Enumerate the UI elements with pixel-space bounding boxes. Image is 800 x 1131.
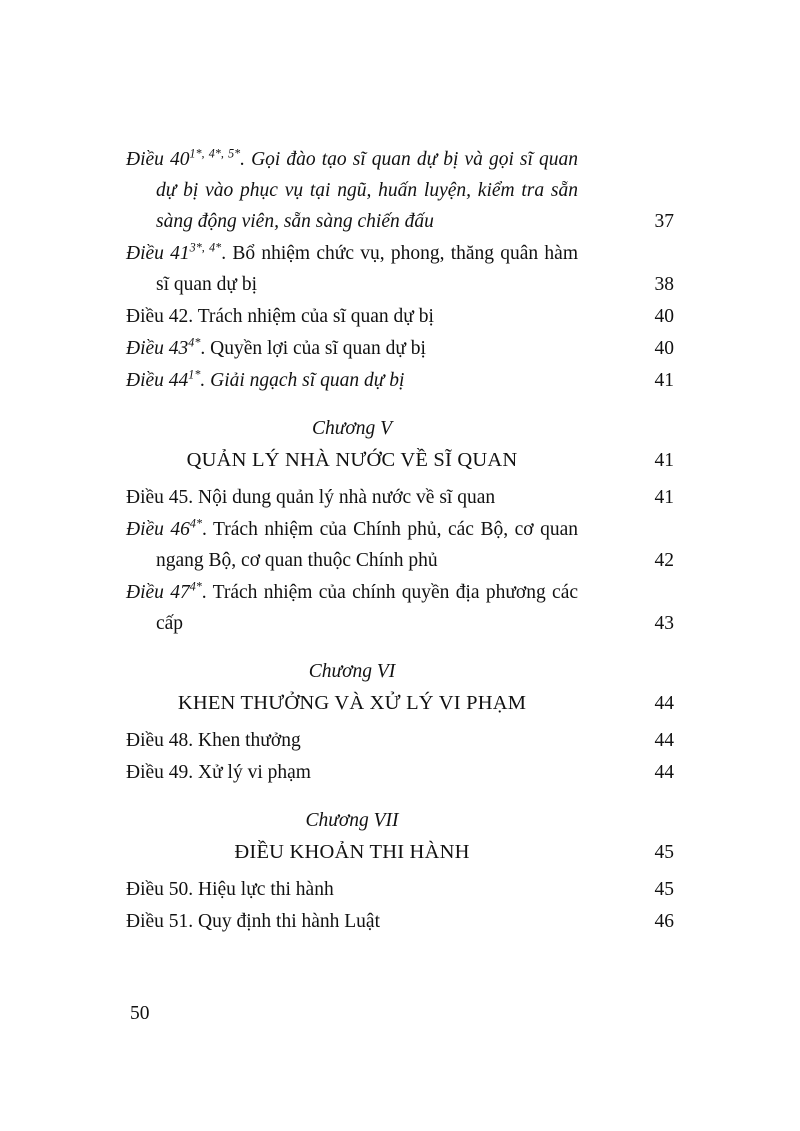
toc-entry-label: Điều 43 xyxy=(126,338,189,359)
toc-page-number: 41 xyxy=(654,487,674,508)
chapter-heading-chuong-vii[interactable] xyxy=(126,805,674,869)
toc-entry-title: Xử lý vi phạm xyxy=(198,762,311,783)
toc-entry-title: Nội dung quản lý nhà nước về sĩ quan xyxy=(198,487,496,508)
toc-entry-text xyxy=(126,144,674,237)
toc-entry-text xyxy=(126,725,674,756)
toc-entry-label: Điều 45. xyxy=(126,487,199,508)
toc-entry-dieu-42[interactable] xyxy=(126,301,674,332)
toc-entry-text xyxy=(126,482,674,513)
toc-entry-title: Trách nhiệm của sĩ quan dự bị xyxy=(197,306,434,327)
toc-entry-text xyxy=(126,238,674,300)
toc-entry-text xyxy=(126,514,674,576)
toc-entry-label: Điều 46 xyxy=(126,519,190,540)
toc-entry-dieu-44[interactable] xyxy=(126,365,674,396)
toc-entry-label: Điều 40 xyxy=(126,149,190,170)
toc-entry-title: Hiệu lực thi hành xyxy=(198,879,334,900)
chapter-heading-chuong-v[interactable] xyxy=(126,413,674,477)
footnote-marker: 4* xyxy=(189,516,202,531)
toc-entry-title: . Bổ nhiệm chức vụ, phong, thăng quân hàm sĩ quan dự bị xyxy=(156,243,578,295)
toc-entry-dieu-51[interactable] xyxy=(126,906,674,937)
chapter-heading-chuong-vi[interactable] xyxy=(126,656,674,720)
toc-entry-dieu-41[interactable] xyxy=(126,238,674,300)
toc-page-number: 41 xyxy=(654,370,674,391)
toc-entry-dieu-49[interactable] xyxy=(126,757,674,788)
toc-entry-text xyxy=(126,906,674,937)
spacer xyxy=(126,397,674,413)
toc-entry-label: Điều 51. xyxy=(126,911,199,932)
toc-entry-text xyxy=(126,874,674,905)
toc-entry-text xyxy=(126,365,674,396)
chapter-label: Chương VII xyxy=(305,810,399,831)
toc-entry-dieu-43[interactable] xyxy=(126,333,674,364)
chapter-title: QUẢN LÝ NHÀ NƯỚC VỀ SĨ QUAN xyxy=(186,449,518,471)
toc-entry-label: Điều 41 xyxy=(126,243,190,264)
footnote-marker: 1* xyxy=(188,367,201,382)
toc-entry-dieu-50[interactable] xyxy=(126,874,674,905)
toc-page-number: 46 xyxy=(654,911,674,932)
toc-entry-title: Khen thưởng xyxy=(198,730,301,751)
chapter-label: Chương V xyxy=(311,418,393,439)
chapter-page-number: 45 xyxy=(654,842,674,863)
chapter-title: ĐIỀU KHOẢN THI HÀNH xyxy=(234,841,470,863)
toc-entry-title: . Giải ngạch sĩ quan dự bị xyxy=(200,370,405,391)
toc-entry-dieu-45[interactable] xyxy=(126,482,674,513)
toc-entry-title: Quy định thi hành Luật xyxy=(198,911,381,932)
toc-entry-title: . Trách nhiệm của Chính phủ, các Bộ, cơ quan ngang Bộ, cơ quan thuộc Chính phủ xyxy=(156,519,578,571)
toc-page-number: 40 xyxy=(654,306,674,327)
toc-entry-dieu-47[interactable] xyxy=(126,577,674,639)
toc-entry-label: Điều 44 xyxy=(126,370,189,391)
toc-entry-title: . Gọi đào tạo sĩ quan dự bị và gọi sĩ quan dự bị vào phục vụ tại ngũ, huấn luyện, kiểm tra sẵn sàng động viên, sẵn sàng chiến đấu xyxy=(156,149,579,232)
toc-page-number: 44 xyxy=(654,762,674,783)
chapter-label: Chương VI xyxy=(308,661,396,682)
footnote-marker: 3*, 4* xyxy=(189,240,222,255)
toc-page-number: 40 xyxy=(654,338,674,359)
toc-entry-text xyxy=(126,301,674,332)
table-of-contents xyxy=(126,144,674,938)
toc-entry-text xyxy=(126,757,674,788)
footnote-marker: 1*, 4*, 5* xyxy=(189,146,241,161)
toc-entry-dieu-48[interactable] xyxy=(126,725,674,756)
toc-page-number: 38 xyxy=(654,274,674,295)
toc-entry-label: Điều 49. xyxy=(126,762,199,783)
toc-entry-label: Điều 47 xyxy=(126,582,190,603)
spacer xyxy=(126,640,674,656)
chapter-title: KHEN THƯỞNG VÀ XỬ LÝ VI PHẠM xyxy=(177,692,527,714)
toc-page-number: 45 xyxy=(654,879,674,900)
toc-page-number: 44 xyxy=(654,730,674,751)
toc-entry-label: Điều 48. xyxy=(126,730,199,751)
footnote-marker: 4* xyxy=(189,579,202,594)
toc-entry-text xyxy=(126,577,674,639)
toc-entry-dieu-46[interactable] xyxy=(126,514,674,576)
toc-page-number: 42 xyxy=(654,550,674,571)
page-folio-number: 50 xyxy=(130,1003,150,1024)
spacer xyxy=(126,789,674,805)
footnote-marker: 4* xyxy=(188,335,201,350)
toc-entry-title: . Trách nhiệm của chính quyền địa phương các cấp xyxy=(156,582,579,634)
chapter-page-number: 41 xyxy=(654,450,674,471)
toc-page-number: 43 xyxy=(654,613,674,634)
toc-entry-label: Điều 50. xyxy=(126,879,199,900)
toc-entry-text xyxy=(126,333,674,364)
toc-entry-title: . Quyền lợi của sĩ quan dự bị xyxy=(200,338,426,359)
chapter-page-number: 44 xyxy=(654,693,674,714)
toc-entry-dieu-40[interactable] xyxy=(126,144,674,237)
toc-page-number: 37 xyxy=(654,211,674,232)
toc-entry-label: Điều 42. xyxy=(126,306,198,327)
